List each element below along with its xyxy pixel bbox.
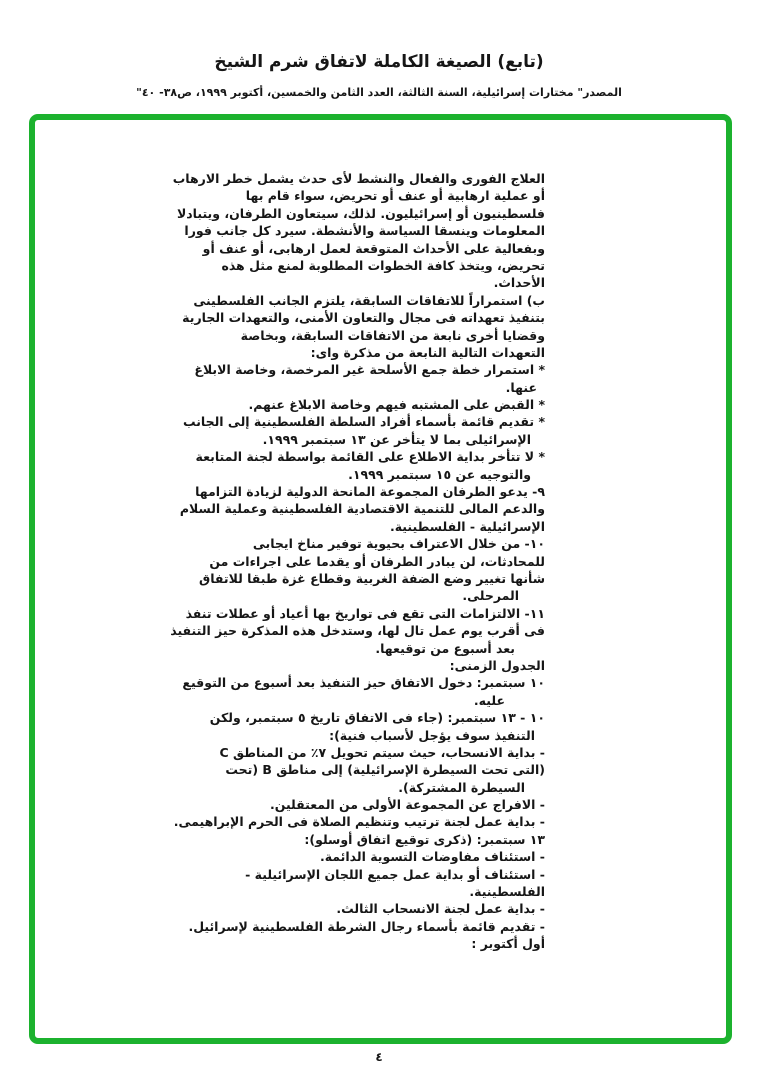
- text-line: * القبض على المشتبه فيهم وخاصة الابلاغ عنهم.: [248, 397, 545, 413]
- text-line: الأحداث.: [493, 275, 545, 291]
- text-line: المعلومات وينسقا السياسة والأنشطة. سيرد كل جانب فورا: [184, 223, 545, 239]
- document-body: [170, 170, 545, 953]
- text-line: والدعم المالى للتنمية الاقتصادية الفلسطينية وعملية السلام: [179, 501, 545, 517]
- text-line: - بداية الانسحاب، حيث سيتم تحويل ٧٪ من المناطق C: [219, 744, 545, 760]
- text-line: ١٠- من خلال الاعتراف بحيوية توفير مناخ ايجابى: [252, 536, 545, 552]
- text-line: * تقديم قائمة بأسماء أفراد السلطة الفلسطينية إلى الجانب: [182, 414, 545, 430]
- text-line: ب) استمراراً للاتفاقات السابقة، يلتزم الجانب الفلسطينى: [193, 292, 545, 308]
- text-line: عليه.: [473, 692, 505, 708]
- page-title: (تابع) الصيغة الكاملة لاتفاق شرم الشيخ: [214, 52, 544, 72]
- text-line: - استئناف أو بداية عمل جميع اللجان الإسرائيلية -: [245, 866, 545, 882]
- page-number: ٤: [375, 1050, 383, 1064]
- text-line: المرحلى.: [462, 588, 519, 604]
- text-line: وقضايا أخرى نابعة من الاتفاقات السابقة، وبخاصة: [240, 327, 545, 343]
- text-line: للمحادثات، لن يبادر الطرفان أو يقدما على اجراءات من: [209, 553, 545, 569]
- text-line: - الافراج عن المجموعة الأولى من المعتقلين.: [269, 797, 545, 813]
- text-line: الإسرائيلى بما لا يتأخر عن ١٣ سبتمبر ١٩٩٩.: [262, 431, 531, 447]
- text-line: العلاج الفورى والفعال والنشط لأى حدث يشمل خطر الارهاب: [172, 171, 545, 186]
- text-line: فى أقرب يوم عمل تال لها، وستدخل هذه المذكرة حيز التنفيذ: [170, 623, 545, 639]
- text-line: التعهدات التالية النابعة من مذكرة واى:: [310, 344, 545, 360]
- text-line: شأنها تغيير وضع الضفة الغربية وقطاع غزة طبقا للاتفاق: [199, 570, 545, 586]
- text-line: بتنفيذ تعهداته فى مجال والتعاون الأمنى، والتعهدات الجارية: [182, 310, 545, 326]
- text-line: الإسرائيلية - الفلسطينية.: [389, 518, 545, 534]
- text-line: (التى تحت السيطرة الإسرائيلية) إلى مناطق B (تحت: [225, 762, 545, 778]
- text-line: - استئناف مفاوضات التسوية الدائمة.: [319, 849, 545, 865]
- text-line: بعد أسبوع من توقيعها.: [375, 640, 515, 656]
- text-line: - بداية عمل لجنة الانسحاب الثالث.: [336, 901, 545, 917]
- text-line: الفلسطينية.: [469, 884, 545, 900]
- text-line: عنها.: [505, 379, 537, 395]
- text-line: والتوجيه عن ١٥ سبتمبر ١٩٩٩.: [348, 466, 531, 482]
- text-line: * استمرار خطة جمع الأسلحة غير المرخصة، وخاصة الابلاغ: [194, 362, 545, 378]
- text-line: ١٣ سبتمبر: (ذكرى توقيع اتفاق أوسلو):: [304, 831, 545, 847]
- text-line: أو عملية ارهابية أو عنف أو تحريض، سواء قام بها: [245, 188, 545, 204]
- text-line: وبفعالية على الأحداث المتوقعة لعمل ارهابى، أو عنف أو: [202, 240, 545, 256]
- text-line: - تقديم قائمة بأسماء رجال الشرطة الفلسطينية لإسرائيل.: [188, 918, 545, 934]
- text-line: ١٠ - ١٣ سبتمبر: (جاء فى الاتفاق تاريخ ٥ سبتمبر، ولكن: [209, 710, 545, 726]
- text-line: فلسطينيون أو إسرائيليون. لذلك، سيتعاون الطرفان، ويتبادلا: [176, 205, 545, 221]
- text-line: السيطرة المشتركة).: [398, 779, 525, 795]
- text-line: - بداية عمل لجنة ترتيب وتنظيم الصلاة فى الحرم الإبراهيمى.: [173, 814, 545, 830]
- text-line: التنفيذ سوف يؤجل لأسباب فنية):: [329, 727, 535, 743]
- text-line: ٩- يدعو الطرفان المجموعة المانحة الدولية لزيادة التزامها: [195, 484, 545, 500]
- source-line: المصدر" مختارات إسرائيلية، السنة الثالثة، العدد الثامن والخمسين، أكتوبر ١٩٩٩، ص٣٨- ٤٠": [136, 86, 622, 99]
- text-line: * لا تتأخر بداية الاطلاع على القائمة بواسطة لجنة المتابعة: [195, 449, 545, 465]
- text-line: تحريض، ويتخذ كافة الخطوات المطلوبة لمنع مثل هذه: [221, 257, 545, 273]
- text-line: الجدول الزمنى:: [449, 657, 545, 673]
- text-line: ١١- الالتزامات التى تقع فى تواريخ بها أعياد أو عطلات تنفذ: [185, 605, 545, 621]
- text-line: ١٠ سبتمبر: دخول الاتفاق حيز التنفيذ بعد أسبوع من التوقيع: [182, 675, 545, 691]
- text-line: أول أكتوبر :: [471, 936, 545, 952]
